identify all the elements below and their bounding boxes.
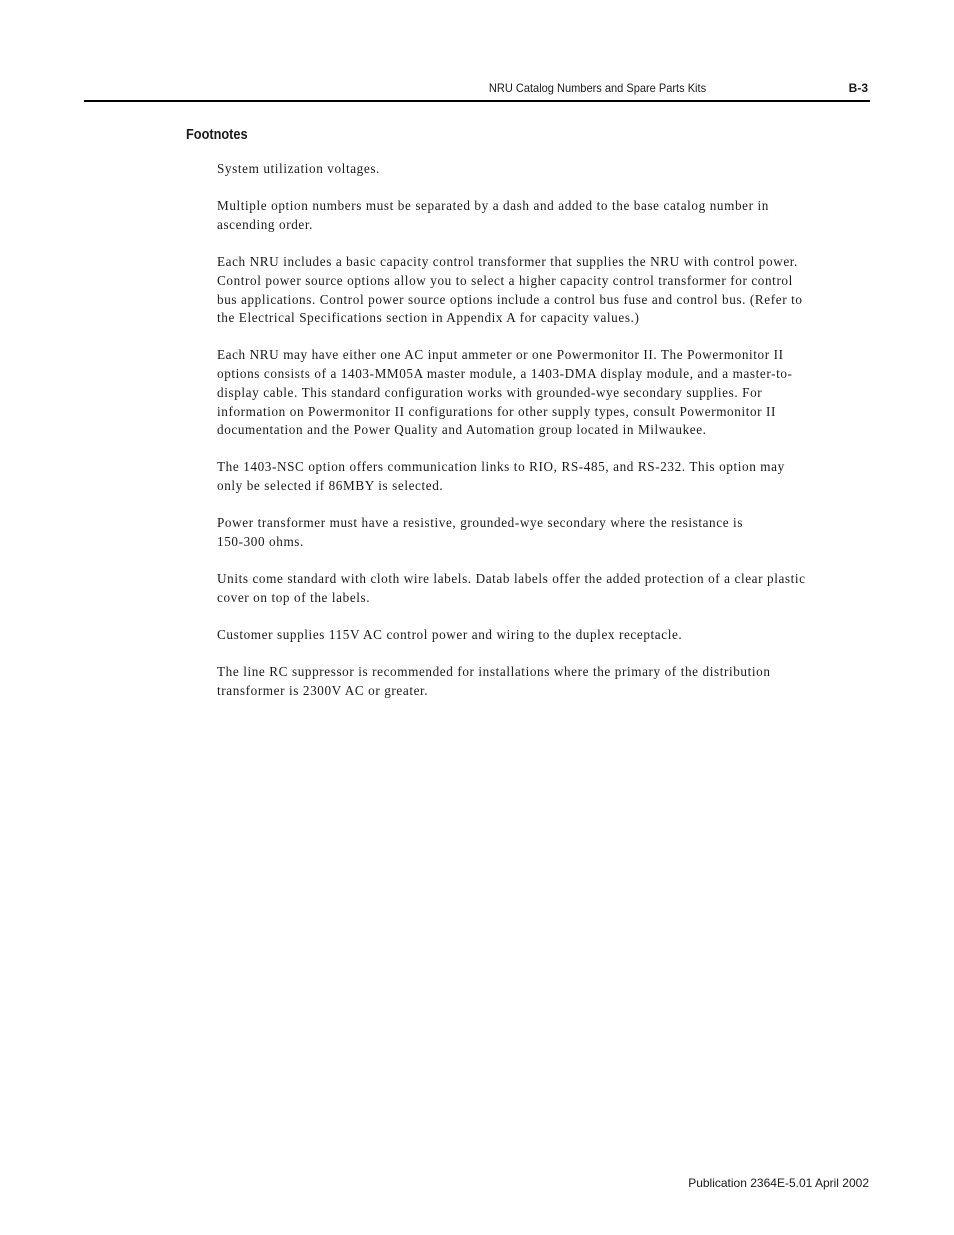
footnote-item: Units come standard with cloth wire labels. Datab labels offer the added protection of a clear plastic cover on top of the labels.: [217, 571, 806, 605]
footnote-item: Each NRU may have either one AC input ammeter or one Powermonitor II. The Powermonitor II options consists of a 1403-MM05A master module, a 1403-DMA display module, and a master-to- display cable. This standard configuration works with grounded-wye secondary supplies. For information on Powermonitor II configurations for other supply types, consult Powermonitor II documentation and the Power Quality and Automation group located in Milwaukee.: [217, 347, 793, 438]
footnote-item: Each NRU includes a basic capacity control transformer that supplies the NRU with control power. Control power source options allow you to select a higher capacity control transformer for control bus applications. Control power source options include a control bus fuse and control bus. (Refer to the Electrical Specifications section in Appendix A for capacity values.): [217, 254, 803, 326]
running-header: [84, 78, 870, 102]
section-heading: Footnotes: [186, 126, 248, 143]
footnote-item: The line RC suppressor is recommended for installations where the primary of the distribution transformer is 2300V AC or greater.: [217, 664, 771, 699]
page-number: B-3: [848, 81, 868, 95]
publication-footer: Publication 2364E-5.01 April 2002: [688, 1176, 869, 1190]
footnote-item: Power transformer must have a resistive, grounded-wye secondary where the resistance is 150-300 ohms.: [217, 515, 744, 550]
footnote-item: The 1403-NSC option offers communication links to RIO, RS-485, and RS-232. This option may only be selected if 86MBY is selected.: [217, 459, 785, 494]
footnote-item: Customer supplies 115V AC control power and wiring to the duplex receptacle.: [217, 627, 683, 643]
header-title: NRU Catalog Numbers and Spare Parts Kits: [488, 81, 706, 95]
footnote-item: Multiple option numbers must be separated by a dash and added to the base catalog number in ascending order.: [217, 198, 769, 232]
footnote-list: [217, 160, 842, 719]
footnote-item: System utilization voltages.: [217, 161, 380, 176]
